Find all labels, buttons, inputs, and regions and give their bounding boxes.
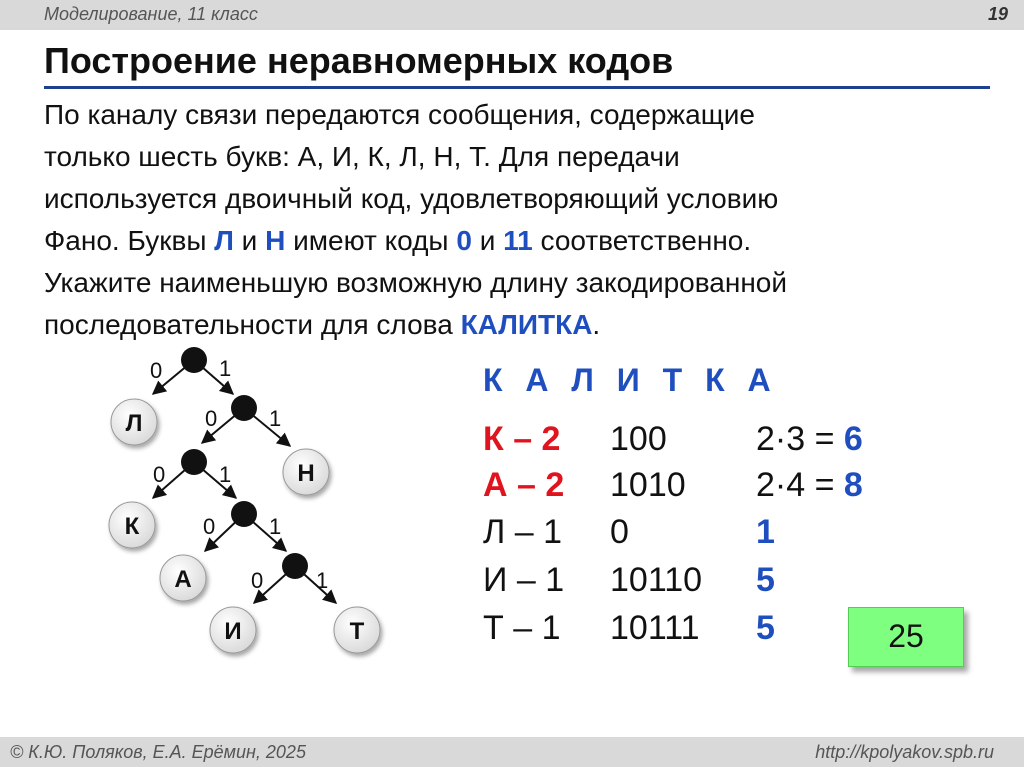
tree-node [231, 395, 257, 421]
word-letter: А [525, 362, 549, 398]
edge-label-1: 1 [269, 514, 282, 539]
text-fragment: и [471, 225, 504, 256]
footer-url[interactable]: http://kpolyakov.spb.ru [815, 742, 994, 762]
leaf-label: Т [349, 618, 365, 645]
edge-label-0: 0 [251, 568, 264, 593]
word-letter: Л [571, 362, 594, 398]
text-fragment: имеют коды [285, 225, 457, 256]
tree-node [181, 347, 207, 373]
calc-result: 8 [843, 466, 863, 504]
edge-label-1: 1 [219, 356, 232, 381]
letter-l-highlight: Л [214, 225, 234, 256]
calc-expr: 2·4 = [756, 466, 844, 504]
leaf-label: И [224, 618, 242, 645]
edge-label-1: 1 [219, 462, 232, 487]
code-n-highlight: 11 [503, 225, 533, 256]
letter-code: 10110 [610, 561, 703, 599]
letter-count: А – 2 [483, 466, 565, 504]
tree-node [181, 449, 207, 475]
edge-label-1: 1 [316, 568, 329, 593]
letter-count: Т – 1 [483, 609, 561, 647]
word-letter: И [616, 362, 640, 398]
text-fragment: соответственно. [532, 225, 752, 256]
word-letter: К [705, 362, 725, 398]
letter-n-highlight: Н [265, 225, 286, 256]
answer-value: 25 [888, 618, 924, 654]
word-letter: А [747, 362, 771, 398]
letter-count: И – 1 [483, 561, 565, 599]
leaf-label: А [174, 566, 192, 593]
course-label: Моделирование, 11 класс [44, 4, 258, 24]
calc-result: 6 [843, 420, 863, 458]
letter-code: 100 [610, 420, 667, 458]
letter-count: К – 2 [483, 420, 561, 458]
edge-label-1: 1 [269, 406, 282, 431]
footer-authors: © К.Ю. Поляков, Е.А. Ерёмин, 2025 [10, 742, 306, 762]
problem-line: Укажите наименьшую возможную длину закодированной [44, 267, 788, 298]
letter-code: 1010 [610, 466, 686, 504]
calc-result: 5 [756, 609, 775, 647]
tree-node [231, 501, 257, 527]
slide-title: Построение неравномерных кодов [44, 40, 674, 81]
tree-node [282, 553, 308, 579]
edge-label-0: 0 [150, 358, 163, 383]
calc-expr: 2·3 = [756, 420, 844, 458]
letter-count: Л – 1 [483, 513, 563, 551]
text-fragment: Фано. Буквы [44, 225, 215, 256]
text-fragment: последовательности для слова [44, 309, 461, 340]
edge-label-0: 0 [205, 406, 218, 431]
letter-code: 0 [610, 513, 629, 551]
leaf-label: К [124, 513, 140, 540]
length-calc [756, 420, 863, 459]
calc-result: 5 [756, 561, 775, 599]
code-l-highlight: 0 [456, 225, 472, 256]
edge-label-0: 0 [203, 514, 216, 539]
word-highlight: КАЛИТКА [460, 309, 593, 340]
leaf-label: Л [125, 410, 143, 437]
length-calc [756, 609, 775, 648]
calc-result: 1 [756, 513, 775, 551]
length-calc [756, 466, 863, 505]
text-fragment: и [233, 225, 266, 256]
word-letter: К [483, 362, 503, 398]
footer-bar [0, 737, 1024, 767]
problem-line: только шесть букв: А, И, К, Л, Н, Т. Для передачи [44, 141, 680, 172]
leaf-label: Н [297, 460, 315, 487]
problem-line: используется двоичный код, удовлетворяющий условию [44, 183, 779, 214]
problem-line: По каналу связи передаются сообщения, содержащие [44, 99, 755, 130]
text-fragment: . [592, 309, 601, 340]
edge-label-0: 0 [153, 462, 166, 487]
answer-box [848, 607, 964, 667]
length-calc [756, 561, 775, 600]
page-number: 19 [987, 4, 1008, 24]
word-letters [483, 362, 785, 399]
length-calc [756, 513, 775, 552]
letter-code: 10111 [610, 609, 700, 647]
word-letter: Т [662, 362, 683, 398]
